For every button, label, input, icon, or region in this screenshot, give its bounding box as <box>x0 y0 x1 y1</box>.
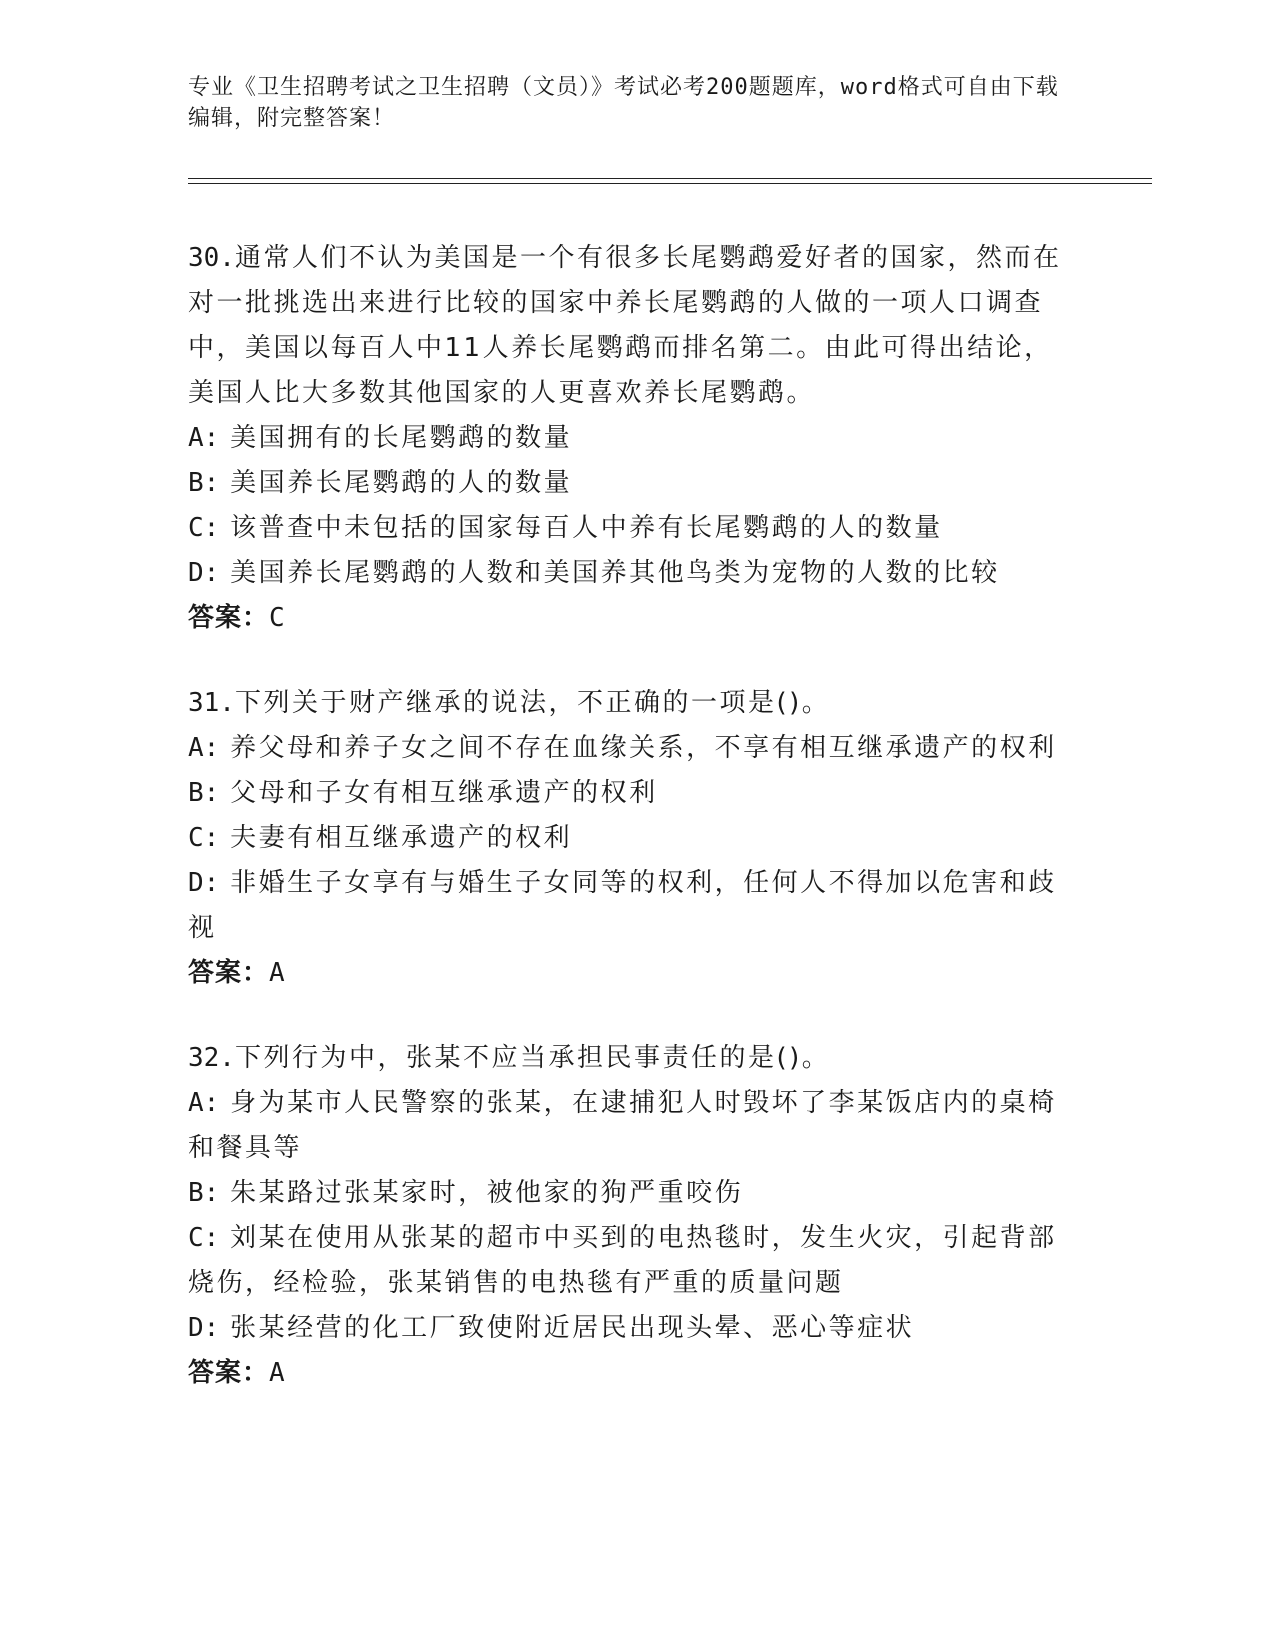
answer-value: C <box>269 603 286 633</box>
option-text: 朱某路过张某家时，被他家的狗严重咬伤 <box>230 1178 744 1208</box>
question-stem <box>188 1036 1078 1081</box>
answer-label: 答案： <box>188 958 270 988</box>
option-letter: B: <box>188 1178 220 1208</box>
question-number: 31. <box>188 688 235 718</box>
option-letter: D: <box>188 868 220 898</box>
option-letter: D: <box>188 1313 220 1343</box>
option-letter: C: <box>188 1223 220 1253</box>
option-text: 美国养长尾鹦鹉的人数和美国养其他鸟类为宠物的人数的比较 <box>230 558 1000 588</box>
option-text: 美国养长尾鹦鹉的人的数量 <box>230 468 573 498</box>
question-number: 30. <box>188 243 235 273</box>
option-letter: B: <box>188 468 220 498</box>
option-c <box>188 506 1078 551</box>
option-letter: A: <box>188 733 220 763</box>
option-text: 张某经营的化工厂致使附近居民出现头晕、恶心等症状 <box>230 1313 915 1343</box>
option-letter: D: <box>188 558 220 588</box>
option-letter: B: <box>188 778 220 808</box>
option-b <box>188 1171 1078 1216</box>
answer-line <box>188 1351 1078 1396</box>
answer-line <box>188 596 1078 641</box>
option-d <box>188 551 1078 596</box>
option-c <box>188 1216 1078 1306</box>
answer-line <box>188 951 1078 996</box>
option-text: 刘某在使用从张某的超市中买到的电热毯时，发生火灾，引起背部烧伤，经检验，张某销售的电热毯有严重的质量问题 <box>188 1223 1057 1298</box>
option-a <box>188 416 1078 461</box>
option-d <box>188 1306 1078 1351</box>
option-b <box>188 771 1078 816</box>
option-letter: A: <box>188 1088 220 1118</box>
option-text: 夫妻有相互继承遗产的权利 <box>230 823 573 853</box>
option-d <box>188 861 1078 951</box>
option-letter: A: <box>188 423 220 453</box>
option-text: 父母和子女有相互继承遗产的权利 <box>230 778 658 808</box>
header-rule-bottom <box>188 183 1152 184</box>
option-letter: C: <box>188 513 220 543</box>
option-a <box>188 1081 1078 1171</box>
question-30 <box>188 236 1078 641</box>
question-31 <box>188 681 1078 996</box>
option-a <box>188 726 1078 771</box>
header-rule-top <box>188 178 1152 179</box>
option-b <box>188 461 1078 506</box>
question-number: 32. <box>188 1043 235 1073</box>
option-letter: C: <box>188 823 220 853</box>
question-32 <box>188 1036 1078 1396</box>
answer-label: 答案： <box>188 603 270 633</box>
question-text: 通常人们不认为美国是一个有很多长尾鹦鹉爱好者的国家，然而在对一批挑选出来进行比较的国家中养长尾鹦鹉的人做的一项人口调查中，美国以每百人中11人养长尾鹦鹉而排名第二。由此可得出结论，美国人比大多数其他国家的人更喜欢养长尾鹦鹉。 <box>188 243 1062 408</box>
answer-value: A <box>269 958 286 988</box>
option-text: 该普查中未包括的国家每百人中养有长尾鹦鹉的人的数量 <box>230 513 943 543</box>
option-text: 美国拥有的长尾鹦鹉的数量 <box>230 423 573 453</box>
answer-value: A <box>269 1358 286 1388</box>
answer-label: 答案： <box>188 1358 270 1388</box>
question-text: 下列关于财产继承的说法，不正确的一项是()。 <box>234 688 831 718</box>
option-text: 身为某市人民警察的张某，在逮捕犯人时毁坏了李某饭店内的桌椅和餐具等 <box>188 1088 1057 1163</box>
document-header: 专业《卫生招聘考试之卫生招聘（文员）》考试必考200题题库，word格式可自由下载编辑，附完整答案！ <box>188 75 1059 131</box>
option-c <box>188 816 1078 861</box>
question-stem <box>188 681 1078 726</box>
question-list <box>188 236 1078 1436</box>
question-text: 下列行为中，张某不应当承担民事责任的是()。 <box>234 1043 831 1073</box>
option-text: 非婚生子女享有与婚生子女同等的权利，任何人不得加以危害和歧视 <box>188 868 1057 943</box>
question-stem <box>188 236 1078 416</box>
option-text: 养父母和养子女之间不存在血缘关系，不享有相互继承遗产的权利 <box>230 733 1057 763</box>
